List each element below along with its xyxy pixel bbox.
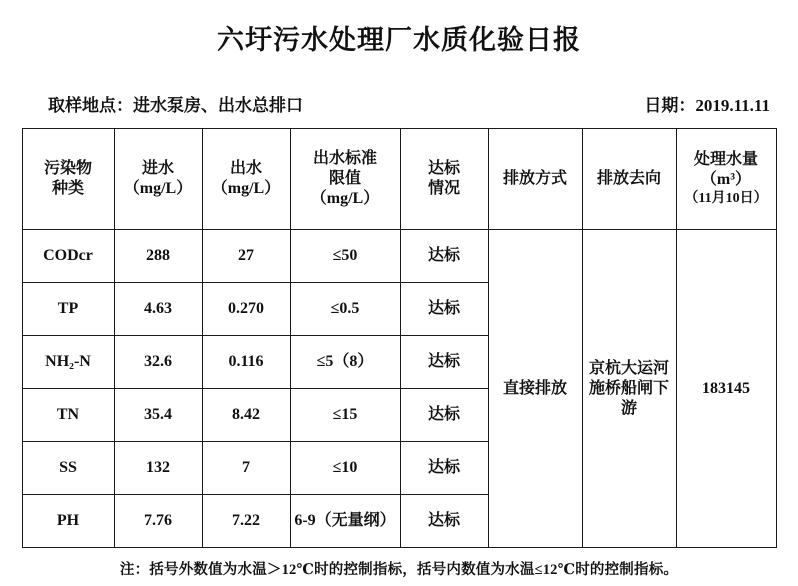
cell-treated-volume: 183145 [676,230,776,548]
cell-inflow: 35.4 [114,389,202,442]
cell-status: 达标 [400,230,488,283]
cell-inflow: 7.76 [114,495,202,548]
cell-standard: 6-9（无量纲） [290,495,400,548]
header-discharge-mode: 排放方式 [488,129,582,230]
water-quality-table [22,128,777,548]
cell-pollutant: SS [22,442,114,495]
cell-status: 达标 [400,389,488,442]
cell-pollutant: NH₂-N [22,336,114,389]
cell-status: 达标 [400,442,488,495]
cell-pollutant: CODcr [22,230,114,283]
report-page [0,18,798,586]
cell-discharge-destination: 京杭大运河施桥船闸下游 [582,230,676,548]
report-date: 日期：2019.11.11 [644,96,770,115]
cell-inflow: 288 [114,230,202,283]
cell-standard: ≤15 [290,389,400,442]
table-header-row [22,129,776,230]
header-standard-limit: 出水标准 限值 （mg/L） [290,129,400,230]
cell-discharge-mode: 直接排放 [488,230,582,548]
header-inflow: 进水 （mg/L） [114,129,202,230]
cell-pollutant: PH [22,495,114,548]
cell-status: 达标 [400,336,488,389]
footnote: 注：括号外数值为水温＞12℃时的控制指标，括号内数值为水温≤12℃时的控制指标。 [119,562,679,578]
cell-standard: ≤50 [290,230,400,283]
header-treated-volume: 处理水量 （m³） （11月10日） [676,129,776,230]
cell-standard: ≤0.5 [290,283,400,336]
cell-outflow: 0.116 [202,336,290,389]
cell-standard: ≤5（8） [290,336,400,389]
cell-outflow: 7.22 [202,495,290,548]
cell-outflow: 27 [202,230,290,283]
header-discharge-destination: 排放去向 [582,129,676,230]
cell-inflow: 132 [114,442,202,495]
header-outflow: 出水 （mg/L） [202,129,290,230]
meta-row [48,91,770,116]
page-title: 六圩污水处理厂水质化验日报 [217,25,581,55]
cell-outflow: 8.42 [202,389,290,442]
cell-standard: ≤10 [290,442,400,495]
cell-status: 达标 [400,495,488,548]
sampling-location: 取样地点：进水泵房、出水总排口 [48,96,303,115]
cell-inflow: 4.63 [114,283,202,336]
cell-pollutant: TN [22,389,114,442]
cell-outflow: 7 [202,442,290,495]
table-row [22,230,776,283]
cell-status: 达标 [400,283,488,336]
header-status: 达标 情况 [400,129,488,230]
cell-outflow: 0.270 [202,283,290,336]
cell-inflow: 32.6 [114,336,202,389]
header-pollutant: 污染物 种类 [22,129,114,230]
cell-pollutant: TP [22,283,114,336]
